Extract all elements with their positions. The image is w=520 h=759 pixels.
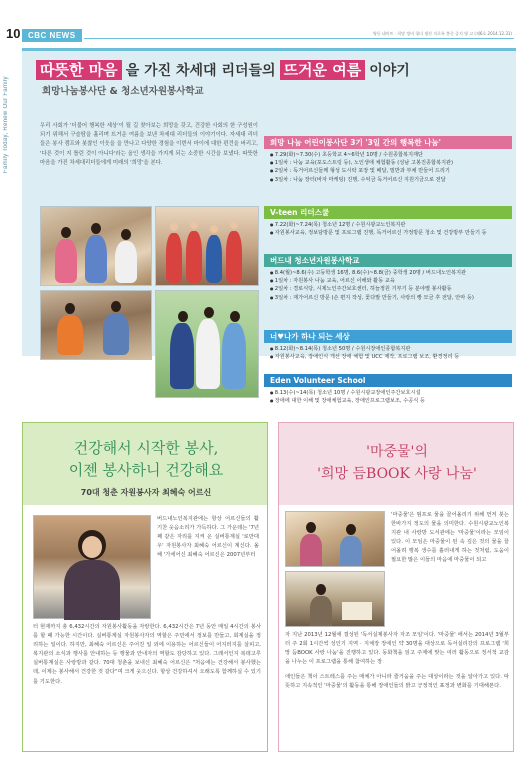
- feature-intro: 우리 사회가 '더불어 행복한 세상'이 될 길 찾아보는 희망을 갖고, 건강한 사회의 한 구성원이 되기 위해서 구슬땀을 흘리며 뜨거운 여름을 보낸 차세대 리더들의 이야기이다. 자세대 리더들은 봉사 캠프와 봇찮인 이웃을 을 만나고 다양한 경험을 이번서 마이에 대한 편견을 버리고, '다른 것이 지 틀린 것이 아니다'라는 올인 생각을 가지게 되는 소중한 시간을 보냈다. 따뜻한 마음을 가진 차세대리더들에게 미래의 '희망'을 본다.: [40, 123, 258, 166]
- page-number: 10: [6, 26, 21, 41]
- list-item: ● 8.4(월)~8.6(수) 고등학생 16명, 8.6(수)~8.8(금) 중학생 20명 / 버드내노인복지관: [270, 269, 508, 277]
- panel-body: [264, 149, 512, 184]
- header-note: 영등 네이트 · 희망 정비 청녀 생산 저로록 봉중 증지 영 고 (제6호 2014.12.31): [372, 31, 512, 36]
- list-item: ● 1일차 : 자원봉사 나눔 교육, 어르신 이해와 활동 교육: [270, 277, 508, 285]
- panel-title: 버드내 청소년자원봉사학교: [264, 254, 512, 267]
- article-book-sharing: [278, 422, 514, 752]
- list-item: ● 2일차 : 경로식당, 시제노인주간보호센터, 허늘정원 기부기 등 분야별 봉사활동: [270, 285, 508, 293]
- list-item: ● 장애에 대한 이해 및 장애체험교육, 장애인프로그램보조, 수공식 등: [270, 397, 508, 405]
- photo-group-1: [155, 206, 259, 286]
- article-text-bottom: 애인들은 책이 스트레스를 주는 매체가 아니라 즐거움을 주는 대상이라는 것을 알아가고 있다. 따뜻하고 지속적인 '마중물'의 활동을 통해 장애인들의 밝고 긍정적인 표정과 변화를 기대해본다.: [285, 674, 509, 690]
- section-badge: CBC NEWS: [22, 29, 82, 42]
- article-volunteer-senior: [22, 422, 268, 752]
- list-item: ● 3일차 : 재가어르신 방문 (손 편지 작성, 꽃다발 만들기, 사랑의 빵 모금 후 전달, 안마 등): [270, 294, 508, 302]
- title-highlight-2: 뜨거운 여름: [280, 60, 366, 80]
- article-text-body: 자 지난 2013년 12월에 결성된 '독서실제봉사자 자조 모임'이다. '마중물' 에서는 2014년 3월부터 주 2회 1시간씩 성인기 지역 · 지체장 장애인 약 30명을 대상으로 독서실리강의 프로그램 '희망 듬BOOK 사랑 나눔'을 진행하고 있다. 동화책을 읽고 주제에 맞는 여러 활동으로 정서적 교감을 나누는 이 프로그램을 통해 참여하는 장: [285, 632, 509, 666]
- panel-budnae: [264, 254, 512, 302]
- photo-book-session-1: [285, 511, 385, 567]
- list-item: ● 7.29(화)~7.30(수) 초등학교 4~6학년 10명 / 수원종합복지재단: [270, 151, 508, 159]
- article-title-line-2: 이젠 봉사하니 건강해요: [68, 461, 224, 479]
- feature-subtitle: 희망나눔봉사단 & 청소년자원봉사학교: [42, 86, 204, 97]
- list-item: ● 자원봉사교육, 장애인식 개선 장애 체험 및 UCC 제작, 프로그램 보조, 환경정리 등: [270, 353, 508, 361]
- photo-activity-2: [40, 290, 152, 360]
- feature-title: [36, 59, 414, 81]
- list-item: ● 2일차 : 독거어르신들께 형성 도시락 포장 및 배달, 밑반과 부채 만들어 드리기: [270, 167, 508, 175]
- article-title-line-1: '마중물'의: [366, 444, 428, 460]
- list-item: ● 3일차 : 나눔 장터(바자 마케팅) 진행, 수익금 독거어르신 지원기금으로 전달: [270, 176, 508, 184]
- panel-eden: [264, 374, 512, 405]
- title-middle: 을 가진 차세대 리더들의: [125, 63, 276, 79]
- photo-group-2: [155, 290, 259, 398]
- article-title-line-2: '희망 듬BOOK 사랑 나눔': [317, 466, 477, 482]
- side-tagline: Family Today, Renew Our Family: [3, 76, 9, 174]
- title-end: 이야기: [369, 63, 410, 79]
- article-title-line-1: 건강해서 시작한 봉사,: [73, 439, 219, 457]
- article-text-right: 버드내노인복지관에는 항상 어르신들의 활기찬 웃음소리가 가득하다. 그 가운데는 '7년째 같은 자리를 지켜 온 실버통계실 '로만대우' 자원봉사자 최혜숙 어르신이 계신다. 올해 '가세어신 최혜숙 어르신은 2007년부터: [157, 516, 259, 559]
- panel-body: [264, 387, 512, 405]
- article-text-right: '마중물'은 펌프로 물을 끌어올리기 위해 먼저 붓는 한바가지 정도의 물을 의미한다. 수원시광교노인복지관 내 사랑방 도서관에는 '마중물'이라는 모임이 있다. 이 모임은 마중물이 된 속 깊은 것의 물을 끌어올려 행복 생수를 흘러내게 하는 것처럼, 도움이 필요한 많은 이들의 마음에 마중물이 되고: [391, 512, 509, 564]
- photo-senior-volunteer: [33, 515, 151, 619]
- panel-one-world: [264, 330, 512, 361]
- panel-title: V-teen 리더스쿨: [264, 206, 512, 219]
- panel-title: 너♥나가 하나 되는 세상: [264, 330, 512, 343]
- panel-title: 희망 나눔 어린이봉사단 3기 '3일 간의 행복한 나눔': [264, 136, 512, 149]
- photo-activity-1: [40, 206, 152, 286]
- panel-hope-sharing: [264, 136, 512, 184]
- list-item: ● 8.13(수)~14(목) 청소년 10명 / 수원시광교장애인주간보호시설: [270, 389, 508, 397]
- panel-vteen: [264, 206, 512, 237]
- list-item: ● 자원봉사교육, 정보담방문 및 프로그램 진행, 독거어르신 가정방문 청소 및 건강방부 만들기 등: [270, 229, 508, 237]
- photo-book-session-2: [285, 571, 385, 627]
- article-text-body: 터 현재까지 총 6,432시간의 자원봉사활동을 자랑한다. 6,432시간은 7년 동안 매일 4시간의 봉사를 할 때 가능한 시간이다. 실버통계실 자원봉사자의 역할은 주민에서 정보를 만들고, 회계실을 정리하는 일이다. 하지만, 최혜숙 어르신은 주어진 일 외에 이용하는 어르신들이 어지러지를 살피고, 복지관의 소식과 행사를 안내하는 등 행물과 안내자의 역할도 감당하고 있다. 그래서인지 복데고루 실버통계실은 사랑방과 같다. 70대 청춘을 보내신 최혜숙 어르신은 "처음에는 건강해서 봉사했는데, 이제는 봉사해서 건강한 것 같다"며 크게 웃으신다. 항상 건강하셔서 오래도록 함께하실 수 있기를 기도한다.: [33, 624, 261, 685]
- title-highlight-1: 따뜻한 마음: [36, 60, 122, 80]
- list-item: ● 8.12(화)~8.14(목) 청소년 50명 / 수원시장애인종합복지관: [270, 345, 508, 353]
- panel-body: [264, 343, 512, 361]
- panel-body: [264, 267, 512, 302]
- list-item: ● 1일차 : 나눔 교육(포도스트링 등), 노인생애 체험활동 (성남 고봉진종합복지관): [270, 159, 508, 167]
- list-item: ● 7.22(화)~7.24(목) 청소년 12명 / 수원시광교노인복지관: [270, 221, 508, 229]
- article-subtitle: 70대 청춘 자원봉사자 최혜숙 어르신: [80, 488, 212, 497]
- panel-title: Eden Volunteer School: [264, 374, 512, 387]
- panel-body: [264, 219, 512, 237]
